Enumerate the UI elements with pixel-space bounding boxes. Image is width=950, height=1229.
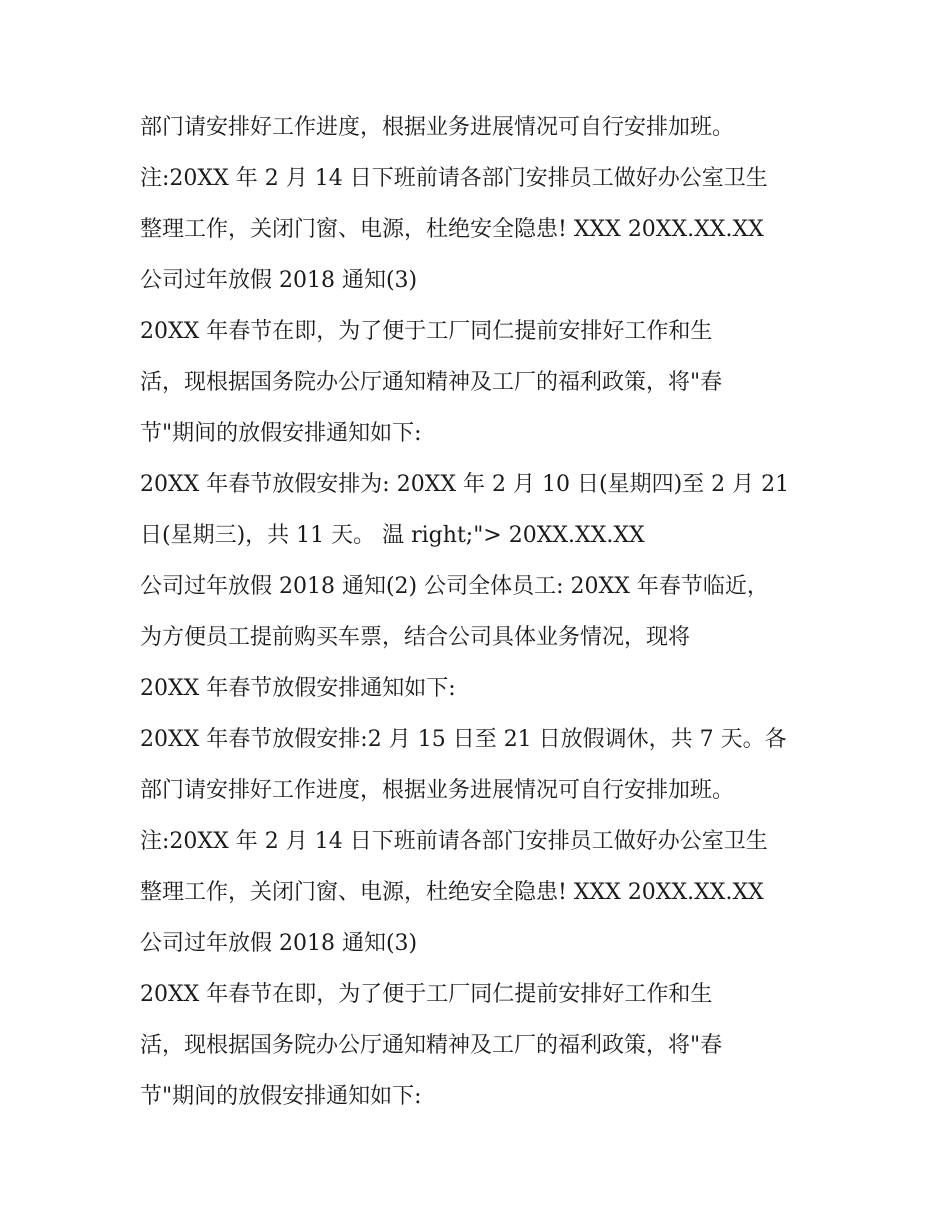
text-line: 20XX 年春节放假安排:2 月 15 日至 21 日放假调休，共 7 天。各 xyxy=(140,727,787,752)
text-line: 公司过年放假 2018 通知(2) 公司全体员工: 20XX 年春节临近， xyxy=(140,574,769,599)
text-line: 整理工作，关闭门窗、电源，杜绝安全隐患! XXX 20XX.XX.XX xyxy=(140,217,764,242)
text-line: 20XX 年春节在即，为了便于工厂同仁提前安排好工作和生 xyxy=(140,982,713,1007)
text-line: 注:20XX 年 2 月 14 日下班前请各部门安排员工做好办公室卫生 xyxy=(140,829,768,854)
text-line: 节"期间的放假安排通知如下: xyxy=(140,1084,422,1109)
text-line: 公司过年放假 2018 通知(3) xyxy=(140,931,418,956)
document-body xyxy=(140,102,820,1122)
text-line: 20XX 年春节在即，为了便于工厂同仁提前安排好工作和生 xyxy=(140,319,713,344)
text-line: 为方便员工提前购买车票，结合公司具体业务情况，现将 xyxy=(140,625,691,650)
text-line: 20XX 年春节放假安排通知如下: xyxy=(140,676,456,701)
text-line: 20XX 年春节放假安排为: 20XX 年 2 月 10 日(星期四)至 2 月 21 xyxy=(140,472,790,497)
text-line: 注:20XX 年 2 月 14 日下班前请各部门安排员工做好办公室卫生 xyxy=(140,166,768,191)
text-line: 部门请安排好工作进度，根据业务进展情况可自行安排加班。 xyxy=(140,115,735,140)
text-line: 日(星期三)，共 11 天。 温 right;"> 20XX.XX.XX xyxy=(140,523,645,548)
text-line: 节"期间的放假安排通知如下: xyxy=(140,421,422,446)
text-line: 活，现根据国务院办公厅通知精神及工厂的福利政策，将"春 xyxy=(140,1033,723,1058)
text-line: 部门请安排好工作进度，根据业务进展情况可自行安排加班。 xyxy=(140,778,735,803)
text-line: 活，现根据国务院办公厅通知精神及工厂的福利政策，将"春 xyxy=(140,370,723,395)
text-line: 整理工作，关闭门窗、电源，杜绝安全隐患! XXX 20XX.XX.XX xyxy=(140,880,764,905)
text-line: 公司过年放假 2018 通知(3) xyxy=(140,268,418,293)
